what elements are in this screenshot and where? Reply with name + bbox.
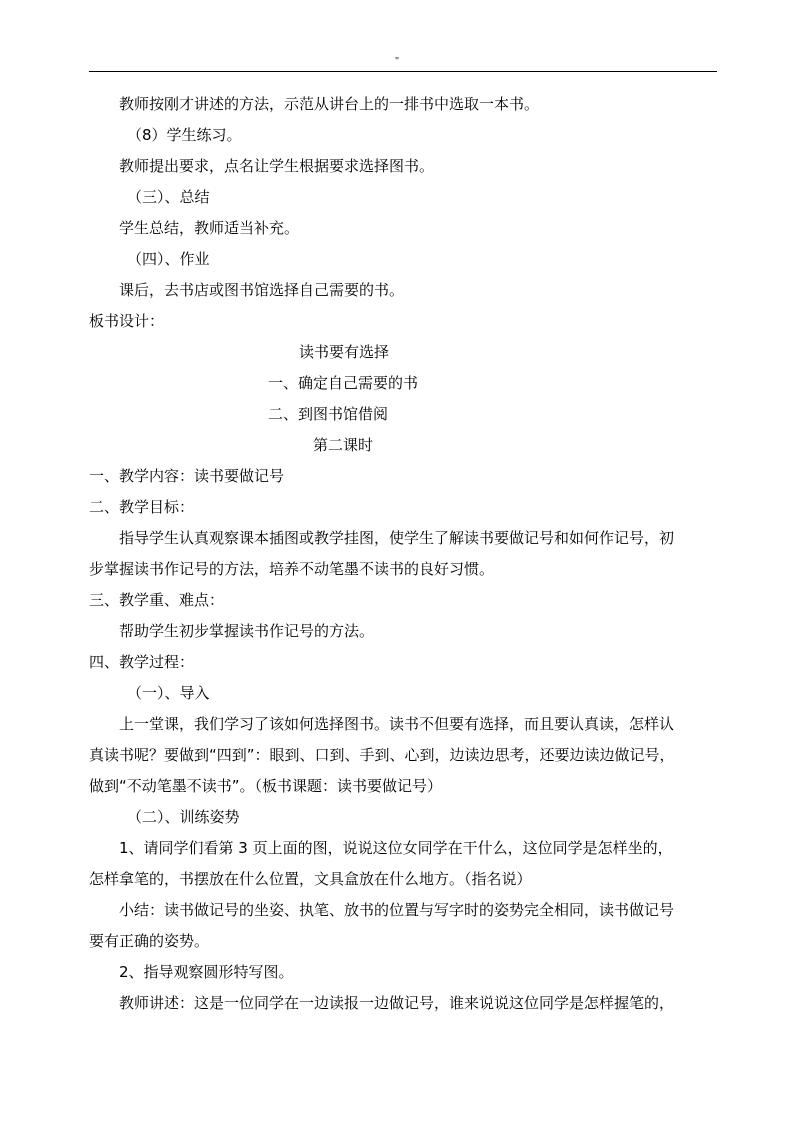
section-heading: 三、教学重、难点： [89,591,225,609]
paragraph: 课后，去书店或图书馆选择自己需要的书。 [119,281,405,299]
paragraph: 上一堂课，我们学习了该如何选择图书。读书不但要有选择，而且要认真读，怎样认 [119,715,675,733]
paragraph: 1、请同学们看第 3 页上面的图，说说这位女同学在干什么，这位同学是怎样坐的， [119,839,673,857]
paragraph-continued: 做到“不动笔墨不读书”。（板书课题：读书要做记号） [89,777,443,795]
header-rule [89,71,717,72]
section-heading: （三）、总结 [127,188,210,206]
document-body [89,89,717,1019]
paragraph: 2、指导观察圆形特写图。 [119,963,294,981]
board-design-label: 板书设计： [89,312,165,330]
board-item: 二、到图书馆借阅 [268,405,389,423]
paragraph: 教师讲述：这是一位同学在一边读报一边做记号，谁来说说这位同学是怎样握笔的， [119,994,675,1012]
lesson-title: 第二课时 [313,436,374,454]
paragraph: 小结：读书做记号的坐姿、执笔、放书的位置与写字时的姿势完全相同，读书做记号 [119,901,675,919]
section-heading: 一、教学内容：读书要做记号 [89,467,285,485]
section-heading: （四）、作业 [127,250,210,268]
paragraph: 学生总结，教师适当补充。 [119,219,300,237]
section-heading: 四、教学过程： [89,653,195,671]
paragraph: 帮助学生初步掌握读书作记号的方法。 [119,622,375,640]
paragraph-continued: 怎样拿笔的，书摆放在什么位置，文具盒放在什么地方。（指名说） [89,870,532,888]
paragraph: 教师按刚才讲述的方法，示范从讲台上的一排书中选取一本书。 [119,95,540,113]
step-heading: （8）学生练习。 [127,126,242,144]
header-mark: " [394,56,400,67]
paragraph-continued: 步掌握读书作记号的方法，培养不动笔墨不读书的良好习惯。 [89,560,495,578]
board-item: 一、确定自己需要的书 [268,374,419,392]
paragraph-continued: 真读书呢？要做到“四到”：眼到、口到、手到、心到，边读边思考，还要边读边做记号， [89,746,675,764]
paragraph: 教师提出要求，点名让学生根据要求选择图书。 [119,157,435,175]
subsection-heading: （二）、训练姿势 [127,808,240,826]
section-heading: 二、教学目标： [89,498,195,516]
paragraph: 指导学生认真观察课本插图或教学挂图，使学生了解读书要做记号和如何作记号，初 [119,529,675,547]
board-title: 读书要有选择 [299,343,390,361]
paragraph-continued: 要有正确的姿势。 [89,932,210,950]
subsection-heading: （一）、导入 [127,684,210,702]
